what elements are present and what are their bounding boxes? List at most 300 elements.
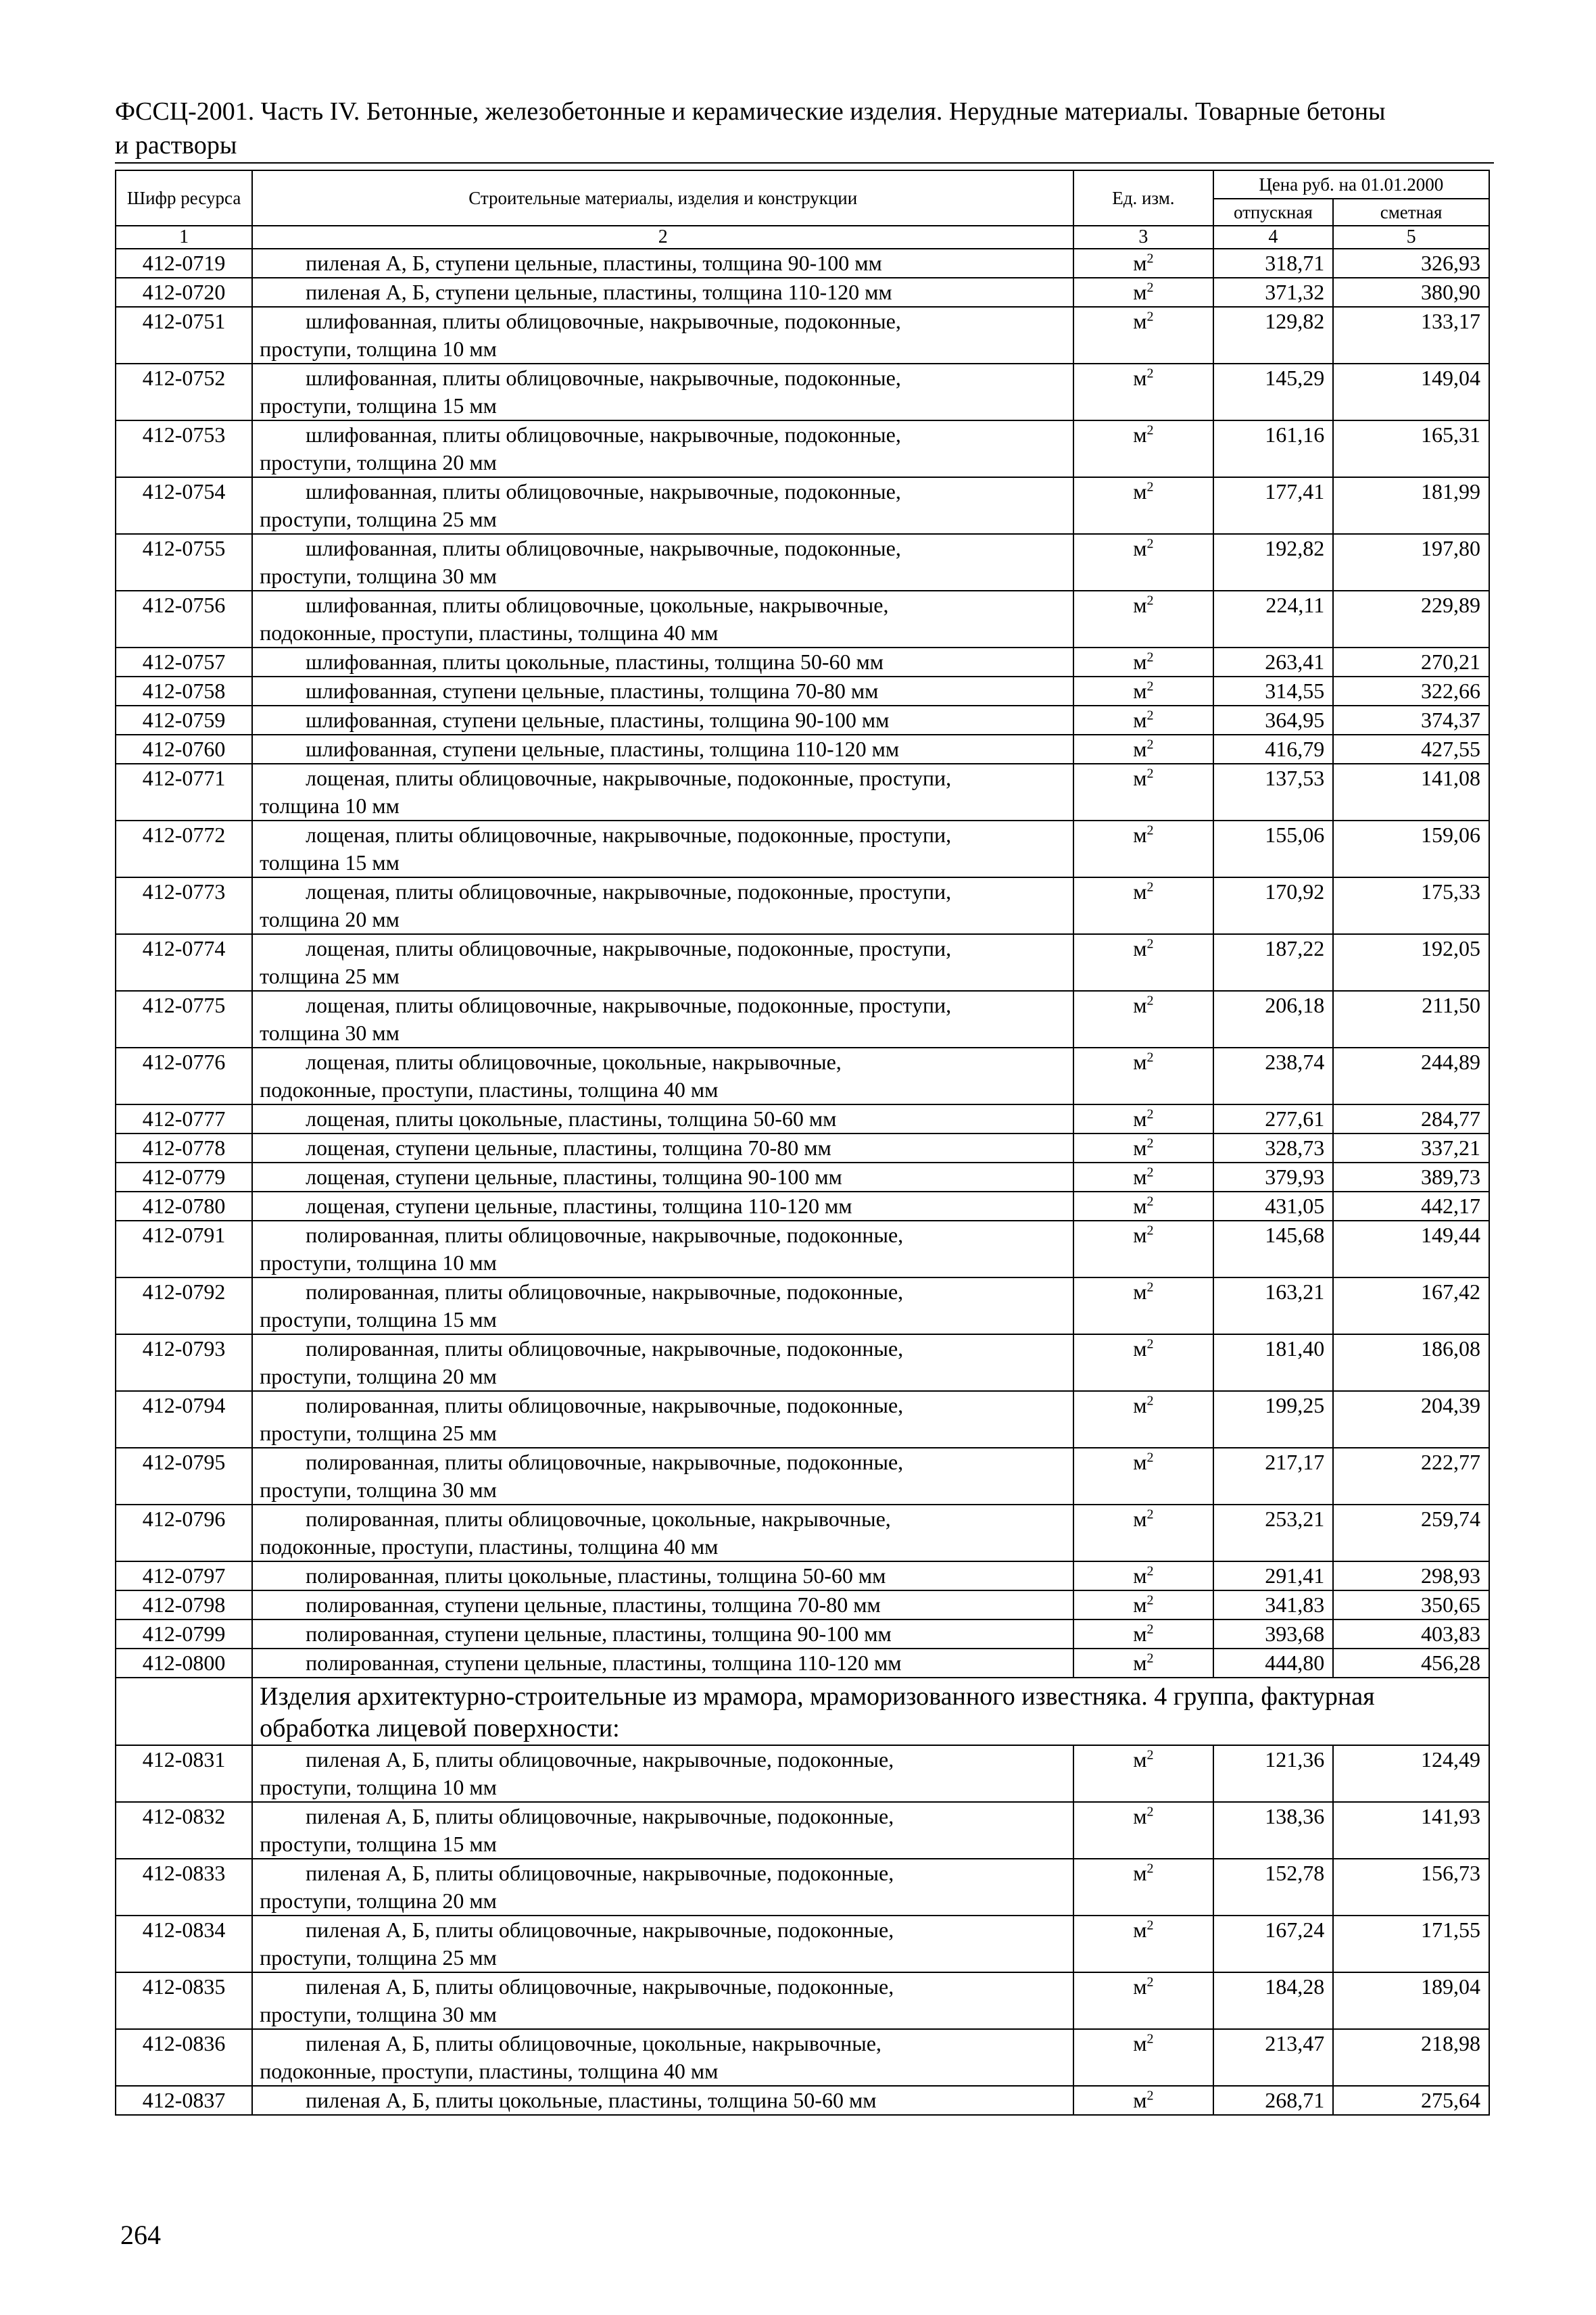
unit-exponent: 2 [1146, 650, 1154, 665]
table-row [116, 2029, 1489, 2086]
description-line-continued: подоконные, проступи, пластины, толщина 40 мм [260, 1077, 719, 1102]
estimate-price: 141,08 [1333, 764, 1489, 821]
unit-value: м [1133, 251, 1147, 275]
material-description [252, 934, 1073, 991]
unit-value: м [1133, 1050, 1147, 1074]
unit-value: м [1133, 1280, 1147, 1304]
unit-value: м [1133, 766, 1147, 790]
unit-exponent: 2 [1146, 1194, 1154, 1209]
unit-cell [1073, 591, 1213, 648]
release-price: 393,68 [1213, 1619, 1334, 1649]
table-row [116, 1334, 1489, 1391]
unit-cell [1073, 1619, 1213, 1649]
resource-code: 412-0832 [116, 1802, 252, 1859]
table-row [116, 1561, 1489, 1590]
unit-value: м [1133, 1861, 1147, 1885]
table-row [116, 249, 1489, 278]
table-row [116, 1745, 1489, 1802]
description-line: полированная, ступени цельные, пластины, толщина 70-80 мм [306, 1592, 881, 1617]
description-line: пиленая А, Б, плиты облицовочные, накрывочные, подоконные, [306, 1747, 894, 1772]
description-line: пиленая А, Б, плиты цокольные, пластины, толщина 50-60 мм [306, 2088, 877, 2112]
unit-value: м [1133, 366, 1147, 390]
material-description [252, 477, 1073, 534]
unit-cell [1073, 1590, 1213, 1619]
material-description [252, 1163, 1073, 1192]
table-row [116, 1802, 1489, 1859]
estimate-price: 337,21 [1333, 1134, 1489, 1163]
description-line: лощеная, ступени цельные, пластины, толщина 90-100 мм [306, 1165, 842, 1189]
unit-value: м [1133, 1563, 1147, 1588]
unit-cell [1073, 1916, 1213, 1972]
material-description [252, 278, 1073, 307]
unit-exponent: 2 [1146, 1804, 1154, 1820]
resource-code: 412-0799 [116, 1619, 252, 1649]
header-rule [115, 162, 1494, 164]
release-price: 416,79 [1213, 735, 1334, 764]
description-line: лощеная, плиты облицовочные, накрывочные, подоконные, проступи, [306, 879, 952, 904]
unit-cell [1073, 1802, 1213, 1859]
unit-value: м [1133, 650, 1147, 674]
description-line: пиленая А, Б, плиты облицовочные, накрывочные, подоконные, [306, 1918, 894, 1942]
table-row [116, 1134, 1489, 1163]
table-row [116, 1163, 1489, 1192]
material-description [252, 1192, 1073, 1221]
resource-code: 412-0835 [116, 1972, 252, 2029]
unit-value: м [1133, 280, 1147, 304]
table-row [116, 1391, 1489, 1448]
unit-exponent: 2 [1146, 309, 1154, 324]
resource-code: 412-0752 [116, 364, 252, 420]
unit-cell [1073, 1334, 1213, 1391]
material-description [252, 307, 1073, 364]
estimate-price: 275,64 [1333, 2086, 1489, 2115]
release-price: 181,40 [1213, 1334, 1334, 1391]
release-price: 121,36 [1213, 1745, 1334, 1802]
column-number: 3 [1073, 226, 1213, 249]
estimate-price: 156,73 [1333, 1859, 1489, 1916]
description-line: шлифованная, плиты облицовочные, накрывочные, подоконные, [306, 366, 901, 390]
unit-exponent: 2 [1146, 422, 1154, 438]
description-line-continued: проступи, толщина 10 мм [260, 1250, 497, 1275]
release-price: 152,78 [1213, 1859, 1334, 1916]
release-price: 263,41 [1213, 648, 1334, 677]
table-row [116, 1972, 1489, 2029]
table-row [116, 764, 1489, 821]
table-row [116, 2086, 1489, 2115]
unit-cell [1073, 735, 1213, 764]
unit-cell [1073, 1391, 1213, 1448]
material-description [252, 534, 1073, 591]
unit-exponent: 2 [1146, 1280, 1154, 1295]
unit-cell [1073, 1505, 1213, 1561]
unit-cell [1073, 1561, 1213, 1590]
resource-code: 412-0773 [116, 877, 252, 934]
resource-code: 412-0753 [116, 420, 252, 477]
table-row [116, 1104, 1489, 1134]
resource-code: 412-0775 [116, 991, 252, 1048]
description-line: шлифованная, ступени цельные, пластины, толщина 90-100 мм [306, 708, 890, 732]
section-heading-row [116, 1678, 1489, 1745]
section-heading: Изделия архитектурно-строительные из мрамора, мраморизованного известняка. 4 группа, фактурная обработка лицевой поверхности: [252, 1678, 1489, 1745]
release-price: 138,36 [1213, 1802, 1334, 1859]
estimate-price: 259,74 [1333, 1505, 1489, 1561]
table-row [116, 1590, 1489, 1619]
unit-cell [1073, 2086, 1213, 2115]
estimate-price: 192,05 [1333, 934, 1489, 991]
material-description [252, 1391, 1073, 1448]
resource-code: 412-0837 [116, 2086, 252, 2115]
material-description [252, 1134, 1073, 1163]
description-line-continued: толщина 30 мм [260, 1021, 400, 1045]
description-line: лощеная, плиты облицовочные, накрывочные, подоконные, проступи, [306, 766, 952, 790]
unit-exponent: 2 [1146, 251, 1154, 266]
unit-value: м [1133, 309, 1147, 333]
unit-exponent: 2 [1146, 1861, 1154, 1876]
resource-code: 412-0780 [116, 1192, 252, 1221]
resource-code: 412-0751 [116, 307, 252, 364]
unit-exponent: 2 [1146, 1336, 1154, 1352]
unit-cell [1073, 1277, 1213, 1334]
description-line-continued: толщина 20 мм [260, 907, 400, 931]
description-line: пиленая А, Б, ступени цельные, пластины, толщина 90-100 мм [306, 251, 882, 275]
description-line: лощеная, плиты облицовочные, накрывочные, подоконные, проступи, [306, 823, 952, 847]
page-header [115, 95, 1487, 162]
unit-exponent: 2 [1146, 936, 1154, 952]
unit-exponent: 2 [1146, 536, 1154, 552]
table-row [116, 877, 1489, 934]
table-row [116, 1649, 1489, 1678]
estimate-price: 181,99 [1333, 477, 1489, 534]
material-description [252, 677, 1073, 706]
table-row [116, 1505, 1489, 1561]
resource-code: 412-0759 [116, 706, 252, 735]
resource-code: 412-0836 [116, 2029, 252, 2086]
release-price: 328,73 [1213, 1134, 1334, 1163]
estimate-price: 149,44 [1333, 1221, 1489, 1277]
unit-cell [1073, 1163, 1213, 1192]
estimate-price: 186,08 [1333, 1334, 1489, 1391]
column-header-release-price: отпускная [1213, 199, 1334, 226]
unit-exponent: 2 [1146, 1393, 1154, 1409]
unit-exponent: 2 [1146, 1563, 1154, 1579]
description-line-continued: проступи, толщина 30 мм [260, 2002, 497, 2026]
material-description [252, 364, 1073, 420]
material-description [252, 1277, 1073, 1334]
description-line-continued: подоконные, проступи, пластины, толщина 40 мм [260, 2059, 719, 2083]
unit-cell [1073, 1972, 1213, 2029]
table-row [116, 735, 1489, 764]
unit-exponent: 2 [1146, 766, 1154, 781]
resource-code: 412-0776 [116, 1048, 252, 1104]
resource-code: 412-0778 [116, 1134, 252, 1163]
description-line: полированная, ступени цельные, пластины, толщина 90-100 мм [306, 1622, 892, 1646]
description-line: пиленая А, Б, плиты облицовочные, цокольные, накрывочные, [306, 2031, 881, 2055]
resource-code: 412-0779 [116, 1163, 252, 1192]
unit-cell [1073, 821, 1213, 877]
resource-code: 412-0797 [116, 1561, 252, 1590]
description-line-continued: проступи, толщина 25 мм [260, 1421, 497, 1445]
unit-exponent: 2 [1146, 1106, 1154, 1122]
table-row [116, 278, 1489, 307]
unit-value: м [1133, 536, 1147, 560]
unit-value: м [1133, 1165, 1147, 1189]
table-row [116, 1448, 1489, 1505]
estimate-price: 124,49 [1333, 1745, 1489, 1802]
resource-code: 412-0760 [116, 735, 252, 764]
estimate-price: 149,04 [1333, 364, 1489, 420]
release-price: 155,06 [1213, 821, 1334, 877]
release-price: 129,82 [1213, 307, 1334, 364]
unit-value: м [1133, 1622, 1147, 1646]
release-price: 364,95 [1213, 706, 1334, 735]
unit-value: м [1133, 2031, 1147, 2055]
unit-cell [1073, 648, 1213, 677]
description-line-continued: проступи, толщина 25 мм [260, 507, 497, 531]
material-description [252, 764, 1073, 821]
material-description [252, 1916, 1073, 1972]
estimate-price: 442,17 [1333, 1192, 1489, 1221]
table-row [116, 1192, 1489, 1221]
unit-value: м [1133, 1747, 1147, 1772]
unit-cell [1073, 364, 1213, 420]
description-line: полированная, плиты облицовочные, накрывочные, подоконные, [306, 1450, 904, 1474]
unit-value: м [1133, 1194, 1147, 1218]
release-price: 137,53 [1213, 764, 1334, 821]
unit-cell [1073, 1859, 1213, 1916]
release-price: 224,11 [1213, 591, 1334, 648]
unit-value: м [1133, 1507, 1147, 1531]
unit-cell [1073, 249, 1213, 278]
resource-code: 412-0720 [116, 278, 252, 307]
resource-code: 412-0754 [116, 477, 252, 534]
estimate-price: 204,39 [1333, 1391, 1489, 1448]
estimate-price: 165,31 [1333, 420, 1489, 477]
unit-cell [1073, 1134, 1213, 1163]
unit-value: м [1133, 593, 1147, 617]
description-line: шлифованная, плиты облицовочные, накрывочные, подоконные, [306, 422, 901, 447]
unit-value: м [1133, 708, 1147, 732]
unit-value: м [1133, 879, 1147, 904]
document-title-line-2: и растворы [115, 131, 237, 160]
release-price: 145,68 [1213, 1221, 1334, 1277]
unit-cell [1073, 278, 1213, 307]
unit-value: м [1133, 823, 1147, 847]
material-description [252, 2029, 1073, 2086]
estimate-price: 380,90 [1333, 278, 1489, 307]
description-line: полированная, плиты облицовочные, цокольные, накрывочные, [306, 1507, 891, 1531]
release-price: 213,47 [1213, 2029, 1334, 2086]
estimate-price: 197,80 [1333, 534, 1489, 591]
estimate-price: 229,89 [1333, 591, 1489, 648]
table-row [116, 1916, 1489, 1972]
table-row [116, 1277, 1489, 1334]
table-row [116, 648, 1489, 677]
table-row [116, 591, 1489, 648]
table-row [116, 1221, 1489, 1277]
resource-code: 412-0792 [116, 1277, 252, 1334]
material-description [252, 648, 1073, 677]
unit-cell [1073, 991, 1213, 1048]
document-title-line-1: ФССЦ-2001. Часть IV. Бетонные, железобетонные и керамические изделия. Нерудные материалы. Товарные бетоны [115, 97, 1386, 126]
description-line: пиленая А, Б, плиты облицовочные, накрывочные, подоконные, [306, 1804, 894, 1828]
description-line: шлифованная, плиты цокольные, пластины, толщина 50-60 мм [306, 650, 884, 674]
unit-exponent: 2 [1146, 993, 1154, 1008]
column-header-name: Строительные материалы, изделия и конструкции [252, 170, 1073, 226]
unit-exponent: 2 [1146, 823, 1154, 838]
table-row [116, 1048, 1489, 1104]
table-row [116, 706, 1489, 735]
release-price: 187,22 [1213, 934, 1334, 991]
column-header-code: Шифр ресурса [116, 170, 252, 226]
price-table [115, 170, 1490, 2116]
estimate-price: 298,93 [1333, 1561, 1489, 1590]
estimate-price: 403,83 [1333, 1619, 1489, 1649]
table-body [116, 249, 1489, 2115]
material-description [252, 1590, 1073, 1619]
unit-value: м [1133, 1223, 1147, 1247]
material-description [252, 1334, 1073, 1391]
unit-value: м [1133, 1106, 1147, 1131]
unit-cell [1073, 934, 1213, 991]
description-line-continued: проступи, толщина 20 мм [260, 450, 497, 474]
release-price: 145,29 [1213, 364, 1334, 420]
estimate-price: 270,21 [1333, 648, 1489, 677]
material-description [252, 1972, 1073, 2029]
description-line: лощеная, плиты цокольные, пластины, толщина 50-60 мм [306, 1106, 837, 1131]
resource-code: 412-0795 [116, 1448, 252, 1505]
unit-exponent: 2 [1146, 2088, 1154, 2103]
description-line: шлифованная, ступени цельные, пластины, толщина 70-80 мм [306, 679, 879, 703]
unit-exponent: 2 [1146, 1747, 1154, 1763]
unit-exponent: 2 [1146, 1592, 1154, 1608]
unit-cell [1073, 420, 1213, 477]
unit-value: м [1133, 1804, 1147, 1828]
unit-exponent: 2 [1146, 1651, 1154, 1666]
material-description [252, 706, 1073, 735]
material-description [252, 420, 1073, 477]
estimate-price: 350,65 [1333, 1590, 1489, 1619]
release-price: 371,32 [1213, 278, 1334, 307]
description-line: шлифованная, плиты облицовочные, накрывочные, подоконные, [306, 479, 901, 504]
description-line-continued: проступи, толщина 30 мм [260, 564, 497, 588]
release-price: 253,21 [1213, 1505, 1334, 1561]
material-description [252, 877, 1073, 934]
release-price: 167,24 [1213, 1916, 1334, 1972]
unit-exponent: 2 [1146, 479, 1154, 495]
description-line-continued: подоконные, проступи, пластины, толщина 40 мм [260, 1534, 719, 1559]
description-line: лощеная, ступени цельные, пластины, толщина 70-80 мм [306, 1136, 831, 1160]
table-row [116, 821, 1489, 877]
release-price: 192,82 [1213, 534, 1334, 591]
unit-value: м [1133, 479, 1147, 504]
unit-value: м [1133, 936, 1147, 960]
resource-code: 412-0833 [116, 1859, 252, 1916]
description-line: шлифованная, ступени цельные, пластины, толщина 110-120 мм [306, 737, 900, 761]
description-line: полированная, плиты цокольные, пластины, толщина 50-60 мм [306, 1563, 886, 1588]
description-line-continued: проступи, толщина 15 мм [260, 393, 497, 418]
table-row [116, 934, 1489, 991]
table-row [116, 364, 1489, 420]
estimate-price: 218,98 [1333, 2029, 1489, 2086]
unit-exponent: 2 [1146, 879, 1154, 895]
table-row [116, 420, 1489, 477]
description-line-continued: проступи, толщина 10 мм [260, 1775, 497, 1799]
unit-value: м [1133, 679, 1147, 703]
description-line-continued: толщина 10 мм [260, 794, 400, 818]
resource-code: 412-0794 [116, 1391, 252, 1448]
material-description [252, 1745, 1073, 1802]
estimate-price: 133,17 [1333, 307, 1489, 364]
unit-value: м [1133, 1592, 1147, 1617]
description-line: пиленая А, Б, плиты облицовочные, накрывочные, подоконные, [306, 1974, 894, 1999]
description-line: пиленая А, Б, плиты облицовочные, накрывочные, подоконные, [306, 1861, 894, 1885]
column-number: 1 [116, 226, 252, 249]
unit-exponent: 2 [1146, 737, 1154, 752]
estimate-price: 159,06 [1333, 821, 1489, 877]
material-description [252, 591, 1073, 648]
page-number: 264 [120, 2220, 161, 2250]
unit-exponent: 2 [1146, 1918, 1154, 1933]
column-number: 2 [252, 226, 1073, 249]
table-row [116, 677, 1489, 706]
description-line-continued: проступи, толщина 20 мм [260, 1888, 497, 1913]
unit-cell [1073, 706, 1213, 735]
release-price: 217,17 [1213, 1448, 1334, 1505]
table-row [116, 307, 1489, 364]
resource-code: 412-0771 [116, 764, 252, 821]
material-description [252, 1104, 1073, 1134]
description-line: лощеная, ступени цельные, пластины, толщина 110-120 мм [306, 1194, 852, 1218]
unit-value: м [1133, 2088, 1147, 2112]
unit-cell [1073, 764, 1213, 821]
table-row [116, 1859, 1489, 1916]
unit-cell [1073, 677, 1213, 706]
unit-exponent: 2 [1146, 1136, 1154, 1151]
estimate-price: 222,77 [1333, 1448, 1489, 1505]
release-price: 277,61 [1213, 1104, 1334, 1134]
description-line: полированная, плиты облицовочные, накрывочные, подоконные, [306, 1336, 904, 1361]
unit-value: м [1133, 1393, 1147, 1417]
release-price: 206,18 [1213, 991, 1334, 1048]
unit-exponent: 2 [1146, 1622, 1154, 1637]
resource-code: 412-0755 [116, 534, 252, 591]
material-description [252, 2086, 1073, 2115]
estimate-price: 326,93 [1333, 249, 1489, 278]
material-description [252, 735, 1073, 764]
unit-cell [1073, 1192, 1213, 1221]
unit-cell [1073, 1048, 1213, 1104]
estimate-price: 322,66 [1333, 677, 1489, 706]
column-header-price-group: Цена руб. на 01.01.2000 [1213, 170, 1489, 199]
estimate-price: 427,55 [1333, 735, 1489, 764]
release-price: 163,21 [1213, 1277, 1334, 1334]
unit-exponent: 2 [1146, 1450, 1154, 1465]
description-line: полированная, плиты облицовочные, накрывочные, подоконные, [306, 1393, 904, 1417]
description-line-continued: проступи, толщина 20 мм [260, 1364, 497, 1388]
estimate-price: 244,89 [1333, 1048, 1489, 1104]
material-description [252, 1802, 1073, 1859]
estimate-price: 284,77 [1333, 1104, 1489, 1134]
section-code-cell [116, 1678, 252, 1745]
unit-value: м [1133, 1450, 1147, 1474]
release-price: 431,05 [1213, 1192, 1334, 1221]
description-line: лощеная, плиты облицовочные, накрывочные, подоконные, проступи, [306, 936, 952, 960]
description-line: лощеная, плиты облицовочные, накрывочные, подоконные, проступи, [306, 993, 952, 1017]
column-header-unit: Ед. изм. [1073, 170, 1213, 226]
table-row [116, 1619, 1489, 1649]
estimate-price: 171,55 [1333, 1916, 1489, 1972]
description-line-continued: проступи, толщина 15 мм [260, 1832, 497, 1856]
